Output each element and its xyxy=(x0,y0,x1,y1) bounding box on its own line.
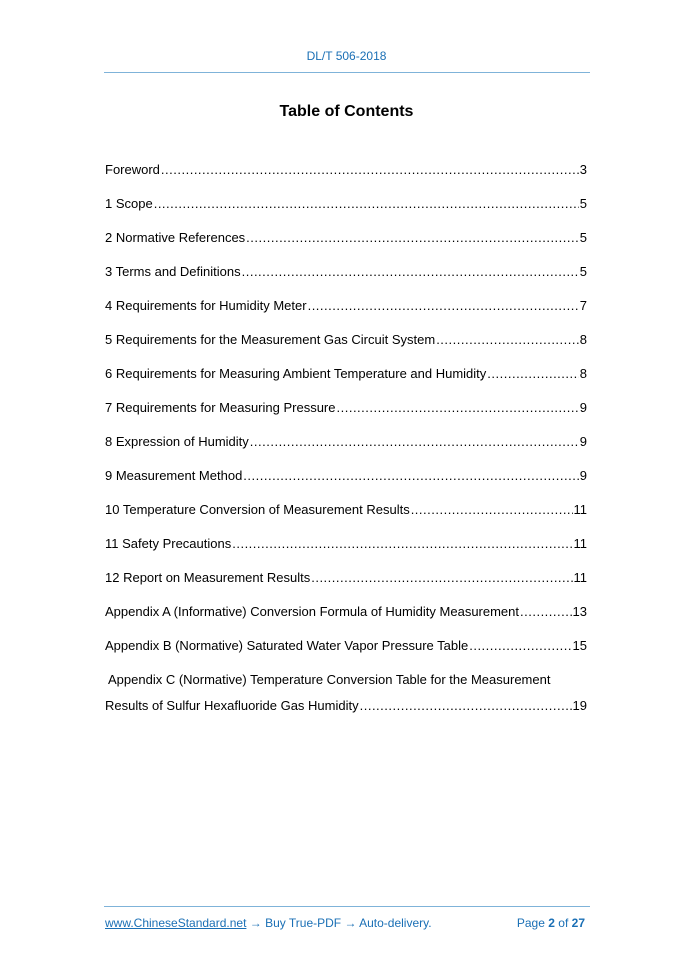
toc-leader-dots xyxy=(411,499,573,521)
toc-entry-appendix-c[interactable] xyxy=(105,669,587,717)
toc-page-number: 11 xyxy=(573,502,587,517)
toc-entry-temperature-conversion[interactable] xyxy=(105,499,587,533)
page-of-label: of xyxy=(558,916,569,930)
toc-page-number: 9 xyxy=(579,468,587,483)
toc-entry-gas-circuit[interactable] xyxy=(105,329,587,363)
toc-entry-text: Appendix C (Normative) Temperature Conversion Table for the Measurement xyxy=(108,672,551,687)
toc-entry-text: 4 Requirements for Humidity Meter xyxy=(105,298,307,313)
toc-entry-text: 12 Report on Measurement Results xyxy=(105,570,311,585)
toc-entry-continuation xyxy=(105,695,587,717)
toc-leader-dots xyxy=(487,363,578,385)
toc-page-number: 19 xyxy=(572,698,587,713)
toc-entry-measuring-pressure[interactable] xyxy=(105,397,587,431)
toc-leader-dots xyxy=(311,567,572,589)
website-link[interactable]: www.ChineseStandard.net xyxy=(105,916,247,930)
toc-leader-dots xyxy=(232,533,572,555)
toc-page-number: 5 xyxy=(579,264,587,279)
toc-leader-dots xyxy=(337,397,579,419)
toc-entry-terms-definitions[interactable] xyxy=(105,261,587,295)
toc-entry-appendix-b[interactable] xyxy=(105,635,587,669)
footer-promo-text: → Buy True-PDF → Auto-delivery. xyxy=(246,916,432,930)
toc-page-number: 8 xyxy=(579,332,587,347)
toc-leader-dots xyxy=(520,601,572,623)
toc-entry-text: Foreword xyxy=(105,162,160,177)
document-code: DL/T 506-2018 xyxy=(306,49,387,63)
toc-list xyxy=(105,159,587,717)
toc-entry-text: 7 Requirements for Measuring Pressure xyxy=(105,400,336,415)
toc-entry-ambient-temperature[interactable] xyxy=(105,363,587,397)
toc-entry-text: 6 Requirements for Measuring Ambient Temperature and Humidity xyxy=(105,366,487,381)
page-current: 2 xyxy=(548,916,555,930)
page-footer xyxy=(105,916,585,930)
toc-entry-normative-references[interactable] xyxy=(105,227,587,261)
toc-page-number: 9 xyxy=(579,434,587,449)
page-total: 27 xyxy=(571,916,585,930)
toc-page-number: 8 xyxy=(579,366,587,381)
toc-entry-appendix-a[interactable] xyxy=(105,601,587,635)
toc-entry-expression-humidity[interactable] xyxy=(105,431,587,465)
toc-page-number: 13 xyxy=(572,604,587,619)
toc-leader-dots xyxy=(436,329,579,351)
page-label: Page xyxy=(516,916,545,930)
toc-entry-text: 9 Measurement Method xyxy=(105,468,243,483)
toc-leader-dots xyxy=(360,695,572,717)
toc-leader-dots xyxy=(308,295,579,317)
toc-title: Table of Contents xyxy=(279,103,414,120)
toc-entry-report-results[interactable] xyxy=(105,567,587,601)
toc-entry-safety-precautions[interactable] xyxy=(105,533,587,567)
toc-entry-foreword[interactable] xyxy=(105,159,587,193)
toc-entry-text: 8 Expression of Humidity xyxy=(105,434,249,449)
toc-leader-dots xyxy=(242,261,579,283)
toc-page-number: 3 xyxy=(579,162,587,177)
toc-entry-text: 11 Safety Precautions xyxy=(105,536,232,551)
toc-leader-dots xyxy=(154,193,579,215)
footer-divider xyxy=(104,906,590,907)
toc-entry-text: Results of Sulfur Hexafluoride Gas Humidity xyxy=(105,698,359,713)
toc-entry-text: 5 Requirements for the Measurement Gas Circuit System xyxy=(105,332,436,347)
toc-entry-text: 3 Terms and Definitions xyxy=(105,264,241,279)
toc-page-number: 7 xyxy=(579,298,587,313)
toc-page-number: 15 xyxy=(572,638,587,653)
toc-page-number: 9 xyxy=(579,400,587,415)
toc-entry-text: Appendix B (Normative) Saturated Water Vapor Pressure Table xyxy=(105,638,469,653)
toc-page-number: 11 xyxy=(573,536,587,551)
toc-leader-dots xyxy=(161,159,579,181)
toc-leader-dots xyxy=(243,465,578,487)
toc-page-number: 5 xyxy=(579,196,587,211)
toc-leader-dots xyxy=(250,431,579,453)
toc-leader-dots xyxy=(246,227,579,249)
toc-entry-measurement-method[interactable] xyxy=(105,465,587,499)
toc-entry-text: 10 Temperature Conversion of Measurement Results xyxy=(105,502,410,517)
toc-entry-text: 2 Normative References xyxy=(105,230,246,245)
toc-entry-scope[interactable] xyxy=(105,193,587,227)
toc-entry-humidity-meter[interactable] xyxy=(105,295,587,329)
toc-entry-text: Appendix A (Informative) Conversion Formula of Humidity Measurement xyxy=(105,604,520,619)
toc-page-number: 11 xyxy=(573,570,587,585)
toc-leader-dots xyxy=(469,635,571,657)
toc-entry-text: 1 Scope xyxy=(105,196,153,211)
page-indicator xyxy=(517,916,585,930)
toc-page-number: 5 xyxy=(579,230,587,245)
header-divider xyxy=(104,72,590,73)
